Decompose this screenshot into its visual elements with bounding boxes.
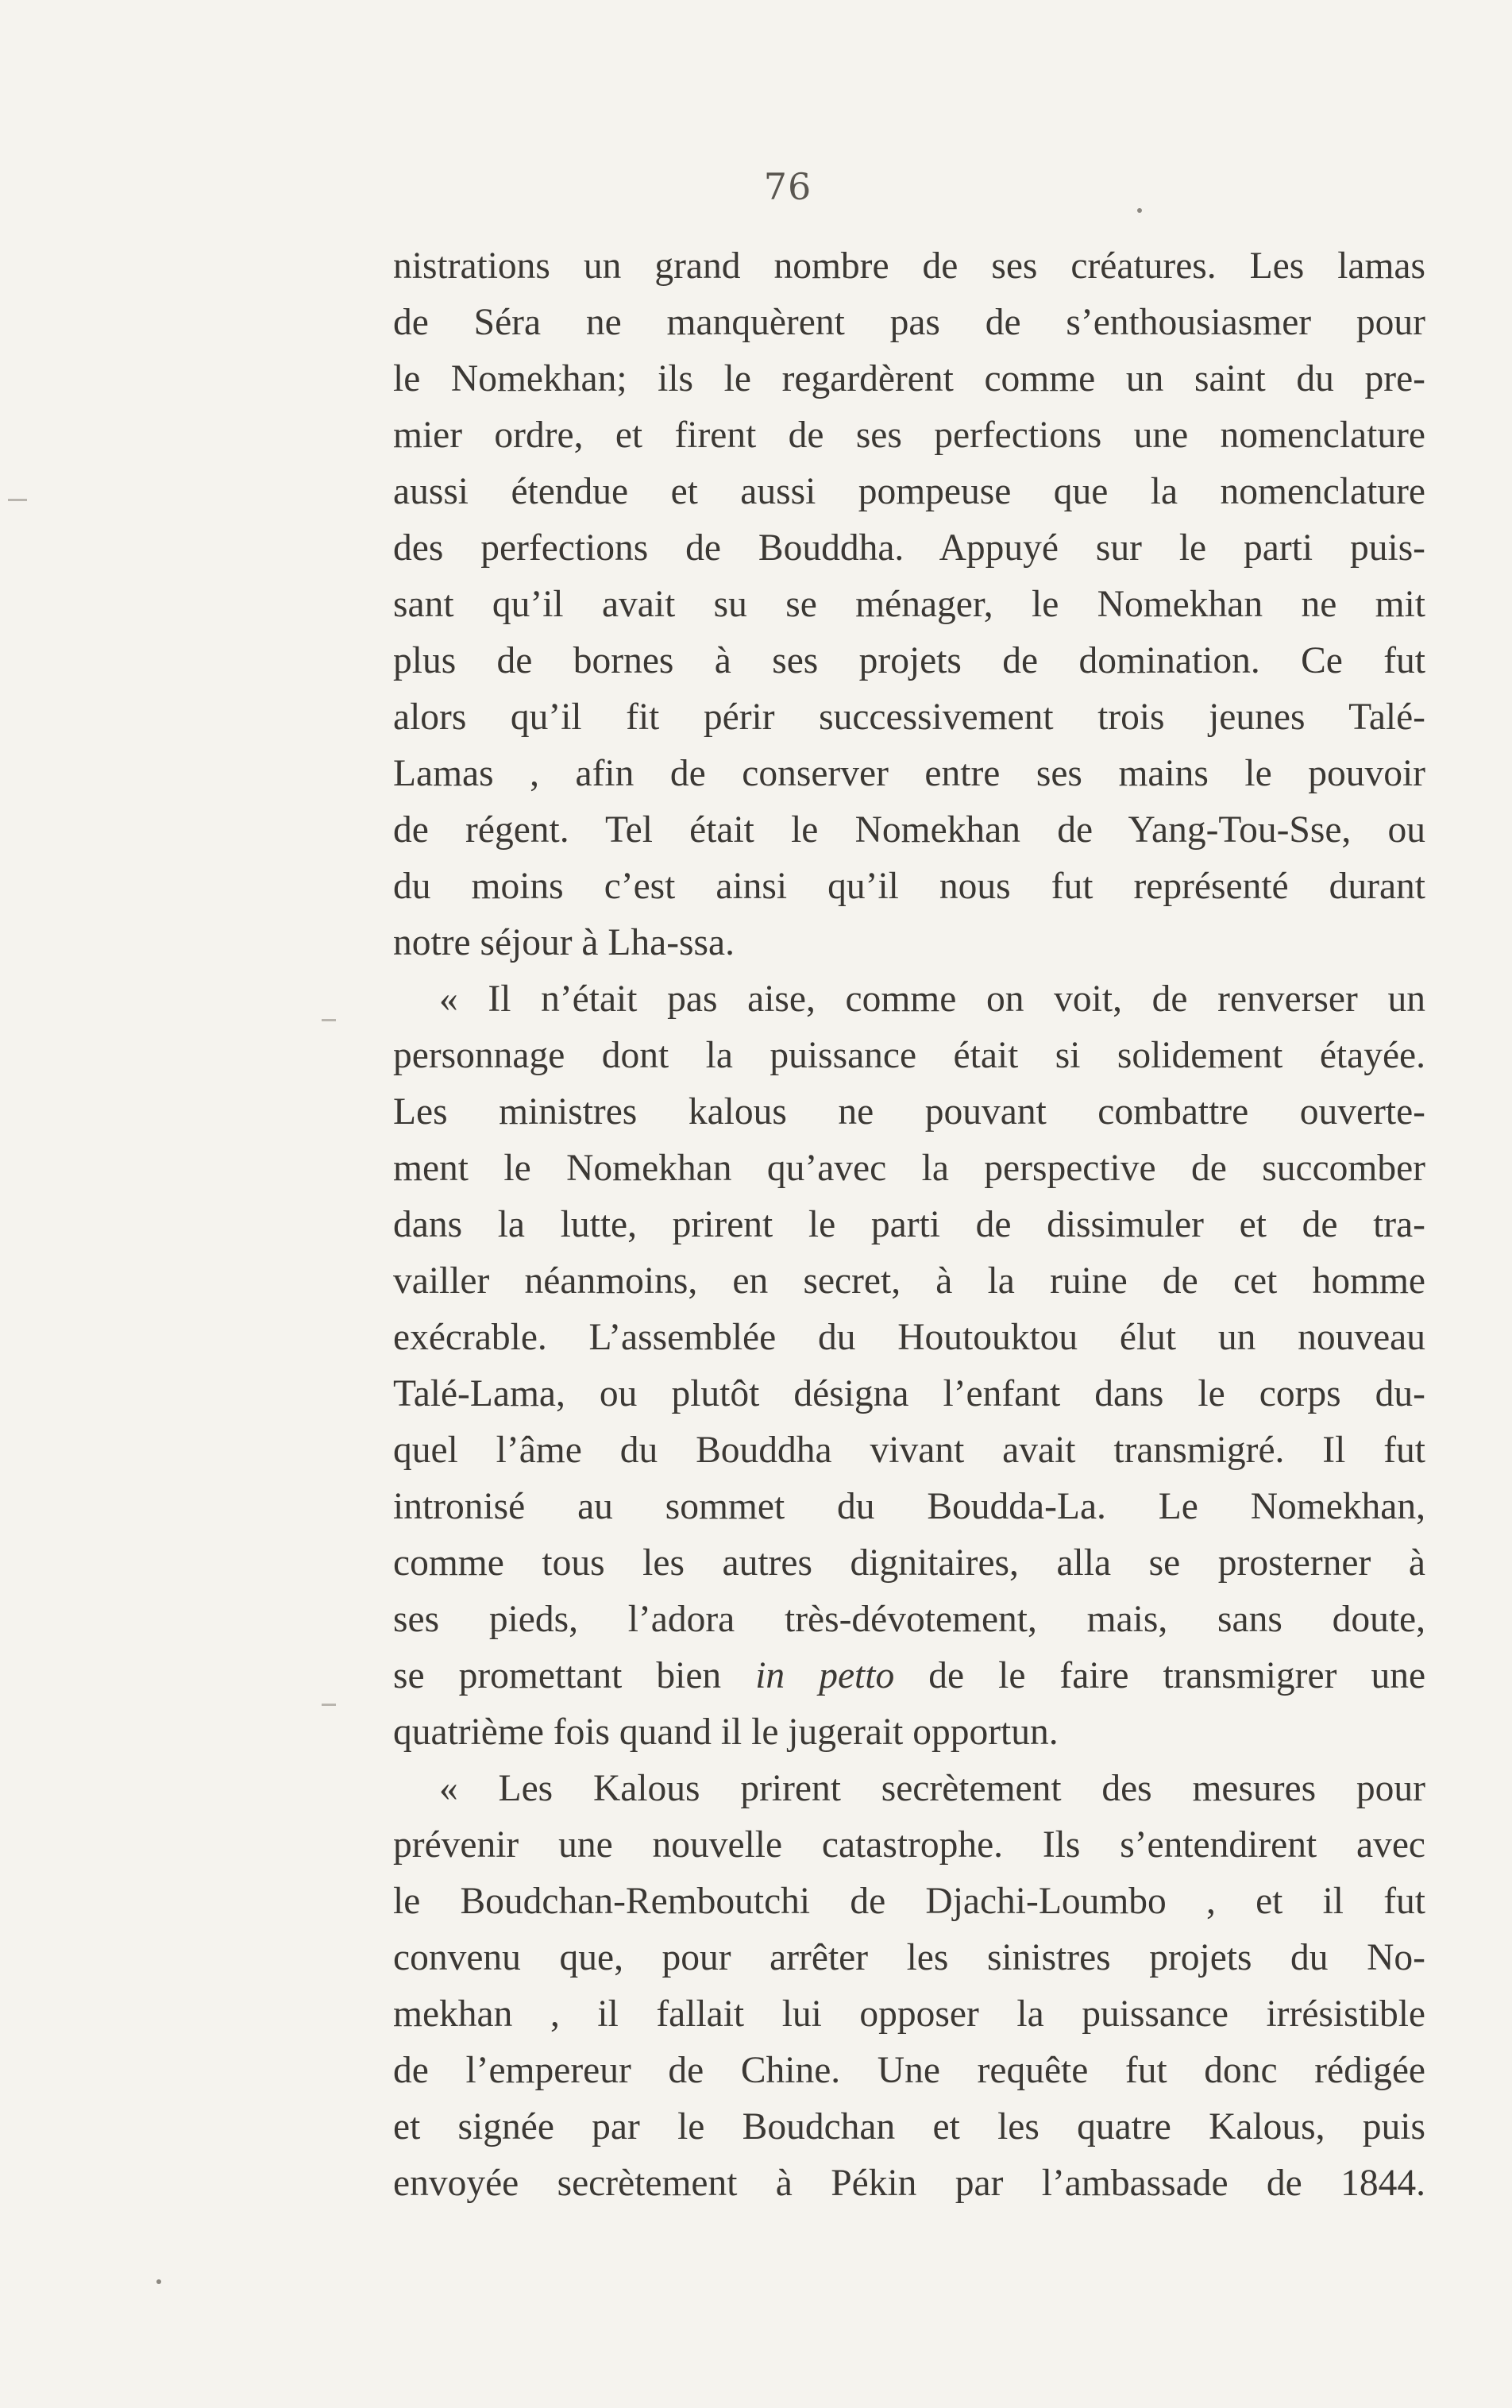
text-line: de Séra ne manquèrent pas de s’enthousiasmer pour: [393, 302, 1425, 343]
text-line: Les ministres kalous ne pouvant combattre ouverte-: [393, 1091, 1425, 1133]
text-line: vailler néanmoins, en secret, à la ruine de cet homme: [393, 1260, 1425, 1302]
paper-speck: [1137, 208, 1142, 213]
paragraph-1: [393, 238, 1425, 971]
text-line: et signée par le Boudchan et les quatre Kalous, puis: [393, 2106, 1425, 2148]
text-line: Lamas , afin de conserver entre ses mains le pouvoir: [393, 753, 1425, 794]
margin-mark: [322, 1019, 336, 1021]
text-line: de régent. Tel était le Nomekhan de Yang-Tou-Sse, ou: [393, 809, 1425, 851]
text-line-mixed: [393, 1648, 1425, 1704]
text-line: convenu que, pour arrêter les sinistres projets du No-: [393, 1937, 1425, 1978]
text-line: Talé-Lama, ou plutôt désigna l’enfant dans le corps du-: [393, 1373, 1425, 1414]
italic-phrase: in petto: [755, 1655, 895, 1696]
text-line: du moins c’est ainsi qu’il nous fut représenté durant: [393, 866, 1425, 907]
text-line: alors qu’il fit périr successivement trois jeunes Talé-: [393, 697, 1425, 738]
text-segment: de le faire transmigrer une: [928, 1655, 1425, 1696]
text-line: aussi étendue et aussi pompeuse que la nomenclature: [393, 471, 1425, 512]
text-line: le Nomekhan; ils le regardèrent comme un saint du pre-: [393, 358, 1425, 399]
paragraph-3: [393, 1761, 1425, 2212]
text-line: prévenir une nouvelle catastrophe. Ils s’entendirent avec: [393, 1824, 1425, 1866]
text-line: quatrième fois quand il le jugerait opportun.: [393, 1711, 1059, 1753]
paragraph-2: [393, 971, 1425, 1761]
text-line: nistrations un grand nombre de ses créatures. Les lamas: [393, 245, 1425, 287]
text-line: « Les Kalous prirent secrètement des mesures pour: [439, 1768, 1425, 1809]
text-line: mekhan , il fallait lui opposer la puissance irrésistible: [393, 1993, 1425, 2035]
text-line: ment le Nomekhan qu’avec la perspective de succomber: [393, 1148, 1425, 1189]
text-line: ses pieds, l’adora très-dévotement, mais, sans doute,: [393, 1599, 1425, 1640]
text-line: dans la lutte, prirent le parti de dissimuler et de tra-: [393, 1204, 1425, 1245]
text-line: exécrable. L’assemblée du Houtouktou élut un nouveau: [393, 1317, 1425, 1358]
text-line: de l’empereur de Chine. Une requête fut donc rédigée: [393, 2050, 1425, 2091]
margin-mark: [8, 499, 27, 501]
paper-speck: [156, 2279, 161, 2284]
text-line: comme tous les autres dignitaires, alla se prosterner à: [393, 1542, 1425, 1584]
page-number: 76: [763, 165, 812, 208]
text-line: notre séjour à Lha-ssa.: [393, 922, 735, 963]
text-line: intronisé au sommet du Boudda-La. Le Nomekhan,: [393, 1486, 1425, 1527]
text-line: quel l’âme du Bouddha vivant avait transmigré. Il fut: [393, 1430, 1425, 1471]
text-line: envoyée secrètement à Pékin par l’ambassade de 1844.: [393, 2163, 1425, 2204]
margin-mark: [322, 1704, 336, 1706]
text-line: sant qu’il avait su se ménager, le Nomekhan ne mit: [393, 584, 1425, 625]
body-text: [393, 238, 1425, 2212]
text-line: le Boudchan-Remboutchi de Djachi-Loumbo , et il fut: [393, 1881, 1425, 1922]
text-line: des perfections de Bouddha. Appuyé sur le parti puis-: [393, 527, 1425, 569]
text-line: « Il n’était pas aise, comme on voit, de renverser un: [439, 978, 1425, 1020]
text-line: personnage dont la puissance était si solidement étayée.: [393, 1035, 1425, 1076]
text-line: plus de bornes à ses projets de domination. Ce fut: [393, 640, 1425, 681]
text-segment: se promettant bien: [393, 1655, 722, 1696]
text-line: mier ordre, et firent de ses perfections une nomenclature: [393, 415, 1425, 456]
